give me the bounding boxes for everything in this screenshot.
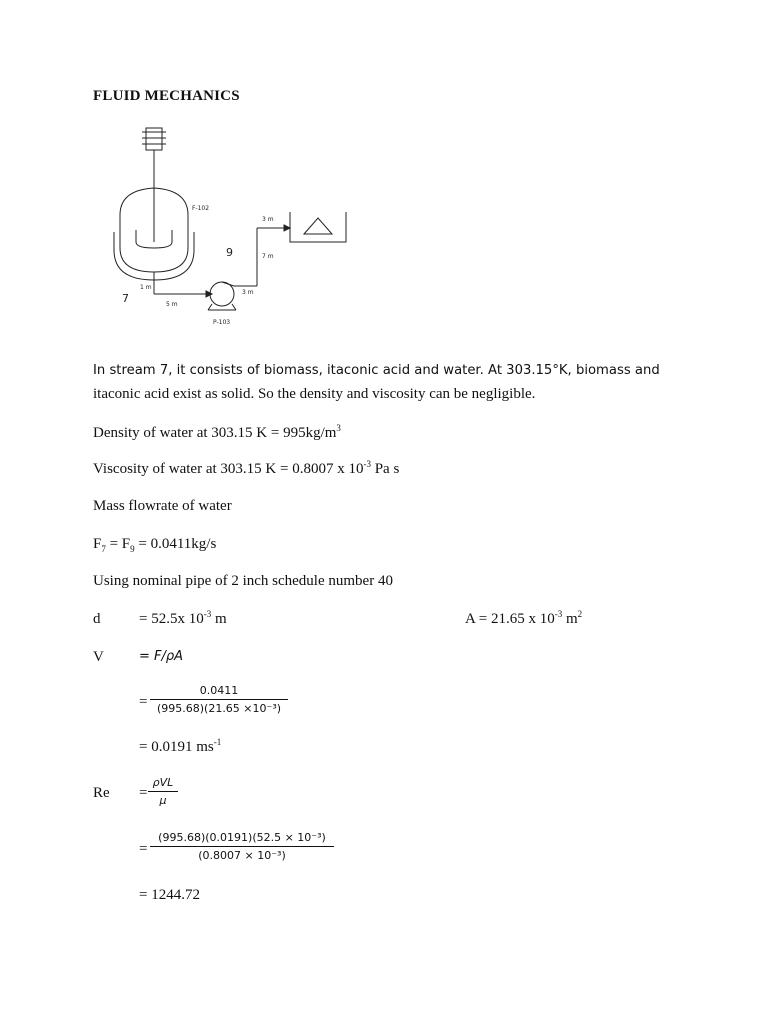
v-denominator: (995.68)(21.65 ×10⁻³) (156, 702, 282, 715)
re-fraction-2 (150, 831, 334, 862)
pipe-spec-line: Using nominal pipe of 2 inch schedule number 40 (93, 573, 393, 589)
a-sup: -3 (554, 609, 563, 619)
re-denominator-2: (0.8007 × 10⁻³) (198, 849, 286, 862)
d-equation (139, 610, 227, 629)
v-result (139, 738, 221, 757)
d-label: d (93, 611, 101, 627)
a-equation (465, 610, 582, 629)
pump-label: P-103 (213, 319, 231, 326)
flow-value: = 0.0411kg/s (134, 536, 217, 552)
v-result-value: = 0.0191 ms (139, 739, 214, 755)
viscosity-sup: -3 (363, 459, 371, 469)
d-value: = 52.5x 10 (139, 611, 204, 627)
re-denominator: μ (159, 794, 167, 807)
dim-5m: 5 m (166, 301, 178, 308)
flow-equation (93, 535, 216, 554)
d-sup: -3 (203, 609, 212, 619)
page-title: FLUID MECHANICS (93, 88, 240, 104)
v-label: V (93, 649, 104, 665)
dim-1m: 1 m (140, 284, 152, 291)
flow-f9: = F (105, 536, 131, 552)
viscosity-text: Viscosity of water at 303.15 K = 0.8007 x 10 (93, 461, 364, 477)
re-numerator: ρVL (152, 776, 174, 789)
v-eq-sign: = (139, 694, 148, 710)
massflow-label: Mass flowrate of water (93, 498, 232, 514)
flow-sub-9: 9 (130, 544, 135, 554)
dim-7m: 7 m (262, 253, 274, 260)
re-fraction (148, 776, 178, 807)
flow-sub-7: 7 (101, 544, 106, 554)
stream-9-label: 9 (226, 246, 233, 259)
process-diagram (100, 120, 360, 335)
intro-line-1: In stream 7, it consists of biomass, itaconic acid and water. At 303.15°K, biomass and (93, 363, 660, 378)
receiving-tank (290, 212, 346, 242)
dim-3m-pump: 3 m (242, 289, 254, 296)
stream-7-label: 7 (122, 292, 129, 305)
v-numerator: 0.0411 (199, 684, 239, 697)
re-eq2-sign: = (139, 841, 148, 857)
flow-f7: F (93, 536, 102, 552)
viscosity-line (93, 460, 399, 479)
a-unit-sup: 2 (577, 609, 583, 619)
density-sup: 3 (336, 423, 341, 433)
density-text: Density of water at 303.15 K = 995kg/m (93, 425, 337, 441)
v-fraction (150, 684, 288, 715)
a-value: A = 21.65 x 10 (465, 611, 555, 627)
v-result-sup: -1 (213, 737, 222, 747)
intro-line-2: itaconic acid exist as solid. So the density and viscosity can be negligible. (93, 386, 536, 402)
density-line (93, 424, 341, 443)
v-formula: = F/ρA (139, 649, 184, 664)
pump (208, 282, 236, 310)
a-unit: m (562, 611, 578, 627)
d-unit: m (211, 611, 227, 627)
re-eq-sign: = (139, 785, 148, 801)
re-label: Re (93, 785, 110, 801)
tank-label: F-102 (192, 205, 210, 212)
agitator-motor (142, 128, 166, 242)
pipe-stream-7 (154, 291, 212, 297)
re-result: = 1244.72 (139, 887, 200, 903)
dim-3m-top: 3 m (262, 216, 274, 223)
re-numerator-2: (995.68)(0.0191)(52.5 × 10⁻³) (158, 831, 326, 844)
viscosity-unit: Pa s (370, 461, 400, 477)
